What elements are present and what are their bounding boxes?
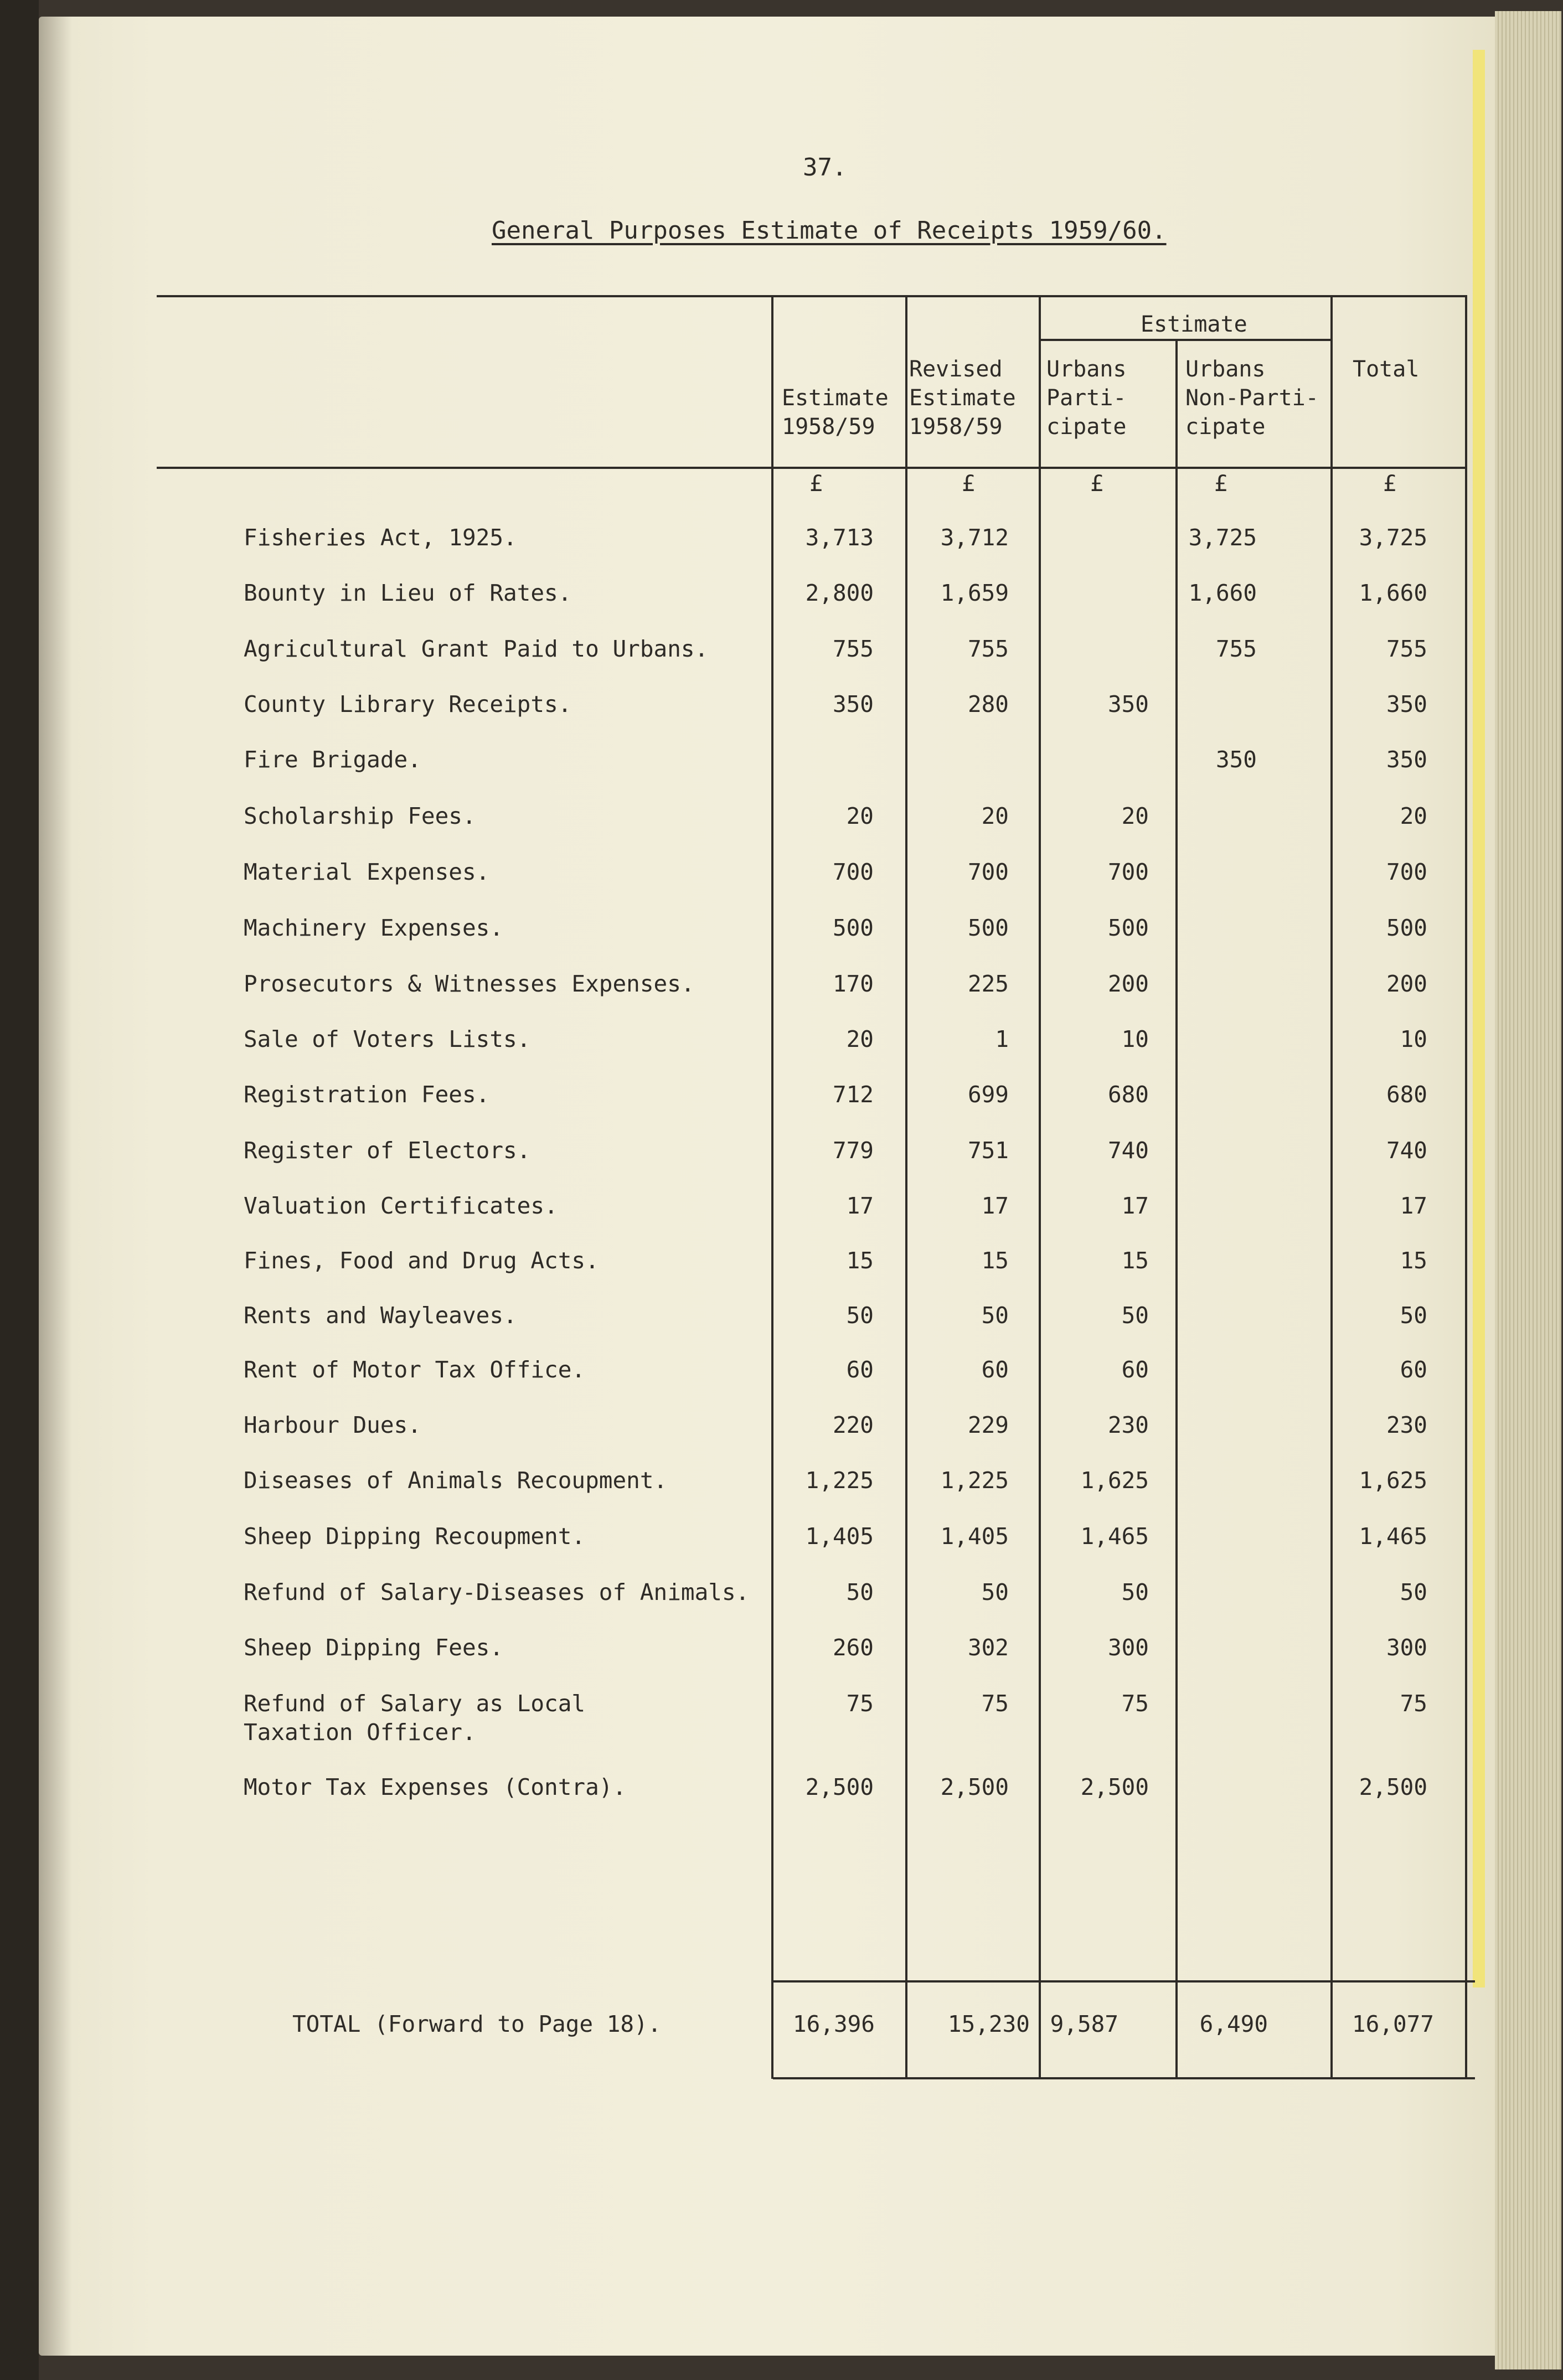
header-urbans-participate: Urbans Parti- cipate — [1046, 357, 1127, 440]
cell-revised-estimate-1958-59: 755 — [967, 636, 1009, 662]
cell-total: 680 — [1386, 1081, 1427, 1108]
cell-urbans-participate: 500 — [1107, 915, 1149, 941]
row-label: Rents and Wayleaves. — [244, 1302, 517, 1329]
cell-urbans-participate: 740 — [1107, 1137, 1149, 1164]
total-top-rule — [773, 1980, 1475, 1983]
cell-estimate-1958-59: 350 — [832, 691, 874, 717]
cell-revised-estimate-1958-59: 1,659 — [940, 580, 1009, 606]
cell-revised-estimate-1958-59: 280 — [967, 691, 1009, 717]
row-label: Sheep Dipping Fees. — [244, 1634, 503, 1661]
estimate-group-header: Estimate — [1141, 312, 1247, 337]
estimate-group-rule — [1039, 339, 1332, 341]
cell-urbans-participate: 700 — [1107, 859, 1149, 885]
cell-revised-estimate-1958-59: 50 — [981, 1302, 1009, 1329]
cell-total: 2,500 — [1359, 1774, 1427, 1800]
table-top-rule — [157, 295, 1466, 297]
row-label: County Library Receipts. — [244, 691, 572, 717]
cell-estimate-1958-59: 60 — [846, 1356, 874, 1383]
cell-estimate-1958-59: 779 — [832, 1137, 874, 1164]
total-bottom-rule — [773, 2077, 1475, 2079]
spine-shadow — [39, 17, 72, 2356]
cell-revised-estimate-1958-59: 60 — [981, 1356, 1009, 1383]
column-rule-3 — [1039, 295, 1041, 2079]
cell-revised-estimate-1958-59: 302 — [967, 1634, 1009, 1661]
cell-urbans-participate: 17 — [1121, 1192, 1149, 1219]
cell-estimate-1958-59: 75 — [846, 1690, 874, 1717]
cell-total: 75 — [1400, 1690, 1427, 1717]
row-label: Valuation Certificates. — [244, 1192, 558, 1219]
total-revised-estimate-1958-59: 15,230 — [947, 2011, 1030, 2037]
cell-revised-estimate-1958-59: 2,500 — [940, 1774, 1009, 1800]
pound-symbol-col2: £ — [962, 471, 976, 497]
row-label: Bounty in Lieu of Rates. — [244, 580, 572, 606]
total-estimate-1958-59: 16,396 — [792, 2011, 875, 2037]
cell-total: 230 — [1386, 1412, 1427, 1438]
cell-revised-estimate-1958-59: 225 — [967, 970, 1009, 997]
header-bottom-rule — [157, 467, 1466, 469]
cell-estimate-1958-59: 20 — [846, 1026, 874, 1052]
cell-revised-estimate-1958-59: 75 — [981, 1690, 1009, 1717]
page-title: General Purposes Estimate of Receipts 1959/60. — [492, 216, 1167, 245]
cell-estimate-1958-59: 1,225 — [805, 1467, 874, 1494]
cell-urbans-non-participate: 1,660 — [1188, 580, 1257, 606]
pound-symbol-col4: £ — [1214, 471, 1228, 497]
row-label: Fire Brigade. — [244, 746, 421, 773]
total-total: 16,077 — [1351, 2011, 1434, 2037]
cell-estimate-1958-59: 50 — [846, 1302, 874, 1329]
row-label: Fines, Food and Drug Acts. — [244, 1247, 599, 1274]
cell-urbans-non-participate: 3,725 — [1188, 524, 1257, 551]
cell-urbans-participate: 1,465 — [1080, 1523, 1149, 1550]
cell-estimate-1958-59: 700 — [832, 859, 874, 885]
cell-revised-estimate-1958-59: 500 — [967, 915, 1009, 941]
cell-revised-estimate-1958-59: 15 — [981, 1247, 1009, 1274]
row-label: Register of Electors. — [244, 1137, 531, 1164]
cell-total: 350 — [1386, 691, 1427, 717]
cell-urbans-participate: 50 — [1121, 1302, 1149, 1329]
yellow-page-edge — [1473, 50, 1485, 1987]
cell-total: 300 — [1386, 1634, 1427, 1661]
cell-estimate-1958-59: 3,713 — [805, 524, 874, 551]
cell-estimate-1958-59: 1,405 — [805, 1523, 874, 1550]
cell-total: 500 — [1386, 915, 1427, 941]
row-label: Sheep Dipping Recoupment. — [244, 1523, 586, 1550]
cell-urbans-non-participate: 755 — [1215, 636, 1257, 662]
cell-estimate-1958-59: 260 — [832, 1634, 874, 1661]
cell-revised-estimate-1958-59: 17 — [981, 1192, 1009, 1219]
column-rule-6 — [1465, 295, 1467, 2079]
row-label: Refund of Salary-Diseases of Animals. — [244, 1579, 750, 1605]
row-label: Rent of Motor Tax Office. — [244, 1356, 586, 1383]
cell-revised-estimate-1958-59: 699 — [967, 1081, 1009, 1108]
column-rule-2 — [905, 295, 907, 2079]
book-binding — [0, 0, 39, 2380]
cell-estimate-1958-59: 220 — [832, 1412, 874, 1438]
cell-total: 50 — [1400, 1579, 1427, 1605]
cell-urbans-non-participate: 350 — [1215, 746, 1257, 773]
column-rule-1 — [771, 295, 773, 2079]
cell-revised-estimate-1958-59: 3,712 — [940, 524, 1009, 551]
cell-total: 1,625 — [1359, 1467, 1427, 1494]
cell-estimate-1958-59: 17 — [846, 1192, 874, 1219]
cell-estimate-1958-59: 15 — [846, 1247, 874, 1274]
cell-estimate-1958-59: 170 — [832, 970, 874, 997]
cell-urbans-participate: 10 — [1121, 1026, 1149, 1052]
header-estimate-1958-59: Estimate 1958/59 — [782, 385, 889, 440]
row-label: Refund of Salary as Local Taxation Officer. — [244, 1690, 586, 1746]
cell-estimate-1958-59: 20 — [846, 803, 874, 829]
cell-urbans-participate: 1,625 — [1080, 1467, 1149, 1494]
pound-symbol-col1: £ — [809, 471, 823, 497]
cell-revised-estimate-1958-59: 700 — [967, 859, 1009, 885]
cell-estimate-1958-59: 2,500 — [805, 1774, 874, 1800]
page-number: 37. — [803, 153, 847, 182]
total-urbans-non-participate: 6,490 — [1199, 2011, 1268, 2037]
pound-symbol-col3: £ — [1090, 471, 1104, 497]
pound-symbol-col5: £ — [1383, 471, 1397, 497]
row-label: Sale of Voters Lists. — [244, 1026, 531, 1052]
cell-urbans-participate: 50 — [1121, 1579, 1149, 1605]
cell-revised-estimate-1958-59: 1,225 — [940, 1467, 1009, 1494]
cell-estimate-1958-59: 500 — [832, 915, 874, 941]
row-label: Material Expenses. — [244, 859, 490, 885]
column-rule-5 — [1330, 295, 1333, 2079]
cell-revised-estimate-1958-59: 229 — [967, 1412, 1009, 1438]
cell-total: 740 — [1386, 1137, 1427, 1164]
cell-urbans-participate: 680 — [1107, 1081, 1149, 1108]
cell-urbans-participate: 300 — [1107, 1634, 1149, 1661]
cell-total: 50 — [1400, 1302, 1427, 1329]
cell-revised-estimate-1958-59: 1 — [995, 1026, 1009, 1052]
cell-revised-estimate-1958-59: 20 — [981, 803, 1009, 829]
cell-total: 350 — [1386, 746, 1427, 773]
stacked-page-edges — [1495, 11, 1561, 2369]
row-label: Agricultural Grant Paid to Urbans. — [244, 636, 709, 662]
cell-urbans-participate: 200 — [1107, 970, 1149, 997]
row-label: Registration Fees. — [244, 1081, 490, 1108]
cell-estimate-1958-59: 2,800 — [805, 580, 874, 606]
cell-total: 60 — [1400, 1356, 1427, 1383]
header-revised-estimate-1958-59: Revised Estimate 1958/59 — [909, 357, 1016, 440]
cell-total: 3,725 — [1359, 524, 1427, 551]
cell-total: 700 — [1386, 859, 1427, 885]
row-label: Motor Tax Expenses (Contra). — [244, 1774, 627, 1800]
cell-total: 1,465 — [1359, 1523, 1427, 1550]
cell-urbans-participate: 75 — [1121, 1690, 1149, 1717]
row-label: Fisheries Act, 1925. — [244, 524, 517, 551]
cell-urbans-participate: 20 — [1121, 803, 1149, 829]
total-label: TOTAL (Forward to Page 18). — [292, 2011, 662, 2037]
cell-urbans-participate: 15 — [1121, 1247, 1149, 1274]
row-label: Prosecutors & Witnesses Expenses. — [244, 970, 695, 997]
row-label: Scholarship Fees. — [244, 803, 476, 829]
cell-total: 17 — [1400, 1192, 1427, 1219]
total-urbans-participate: 9,587 — [1050, 2011, 1118, 2037]
cell-urbans-participate: 230 — [1107, 1412, 1149, 1438]
row-label: Diseases of Animals Recoupment. — [244, 1467, 668, 1494]
cell-revised-estimate-1958-59: 1,405 — [940, 1523, 1009, 1550]
header-total: Total — [1353, 357, 1420, 382]
cell-total: 1,660 — [1359, 580, 1427, 606]
cell-revised-estimate-1958-59: 751 — [967, 1137, 1009, 1164]
cell-estimate-1958-59: 712 — [832, 1081, 874, 1108]
cell-total: 755 — [1386, 636, 1427, 662]
row-label: Machinery Expenses. — [244, 915, 503, 941]
cell-revised-estimate-1958-59: 50 — [981, 1579, 1009, 1605]
cell-urbans-participate: 350 — [1107, 691, 1149, 717]
cell-total: 20 — [1400, 803, 1427, 829]
cell-urbans-participate: 2,500 — [1080, 1774, 1149, 1800]
row-label: Harbour Dues. — [244, 1412, 421, 1438]
header-urbans-non-participate: Urbans Non-Parti- cipate — [1185, 357, 1319, 440]
cell-urbans-participate: 60 — [1121, 1356, 1149, 1383]
cell-estimate-1958-59: 755 — [832, 636, 874, 662]
cell-total: 15 — [1400, 1247, 1427, 1274]
cell-total: 10 — [1400, 1026, 1427, 1052]
cell-estimate-1958-59: 50 — [846, 1579, 874, 1605]
cell-total: 200 — [1386, 970, 1427, 997]
